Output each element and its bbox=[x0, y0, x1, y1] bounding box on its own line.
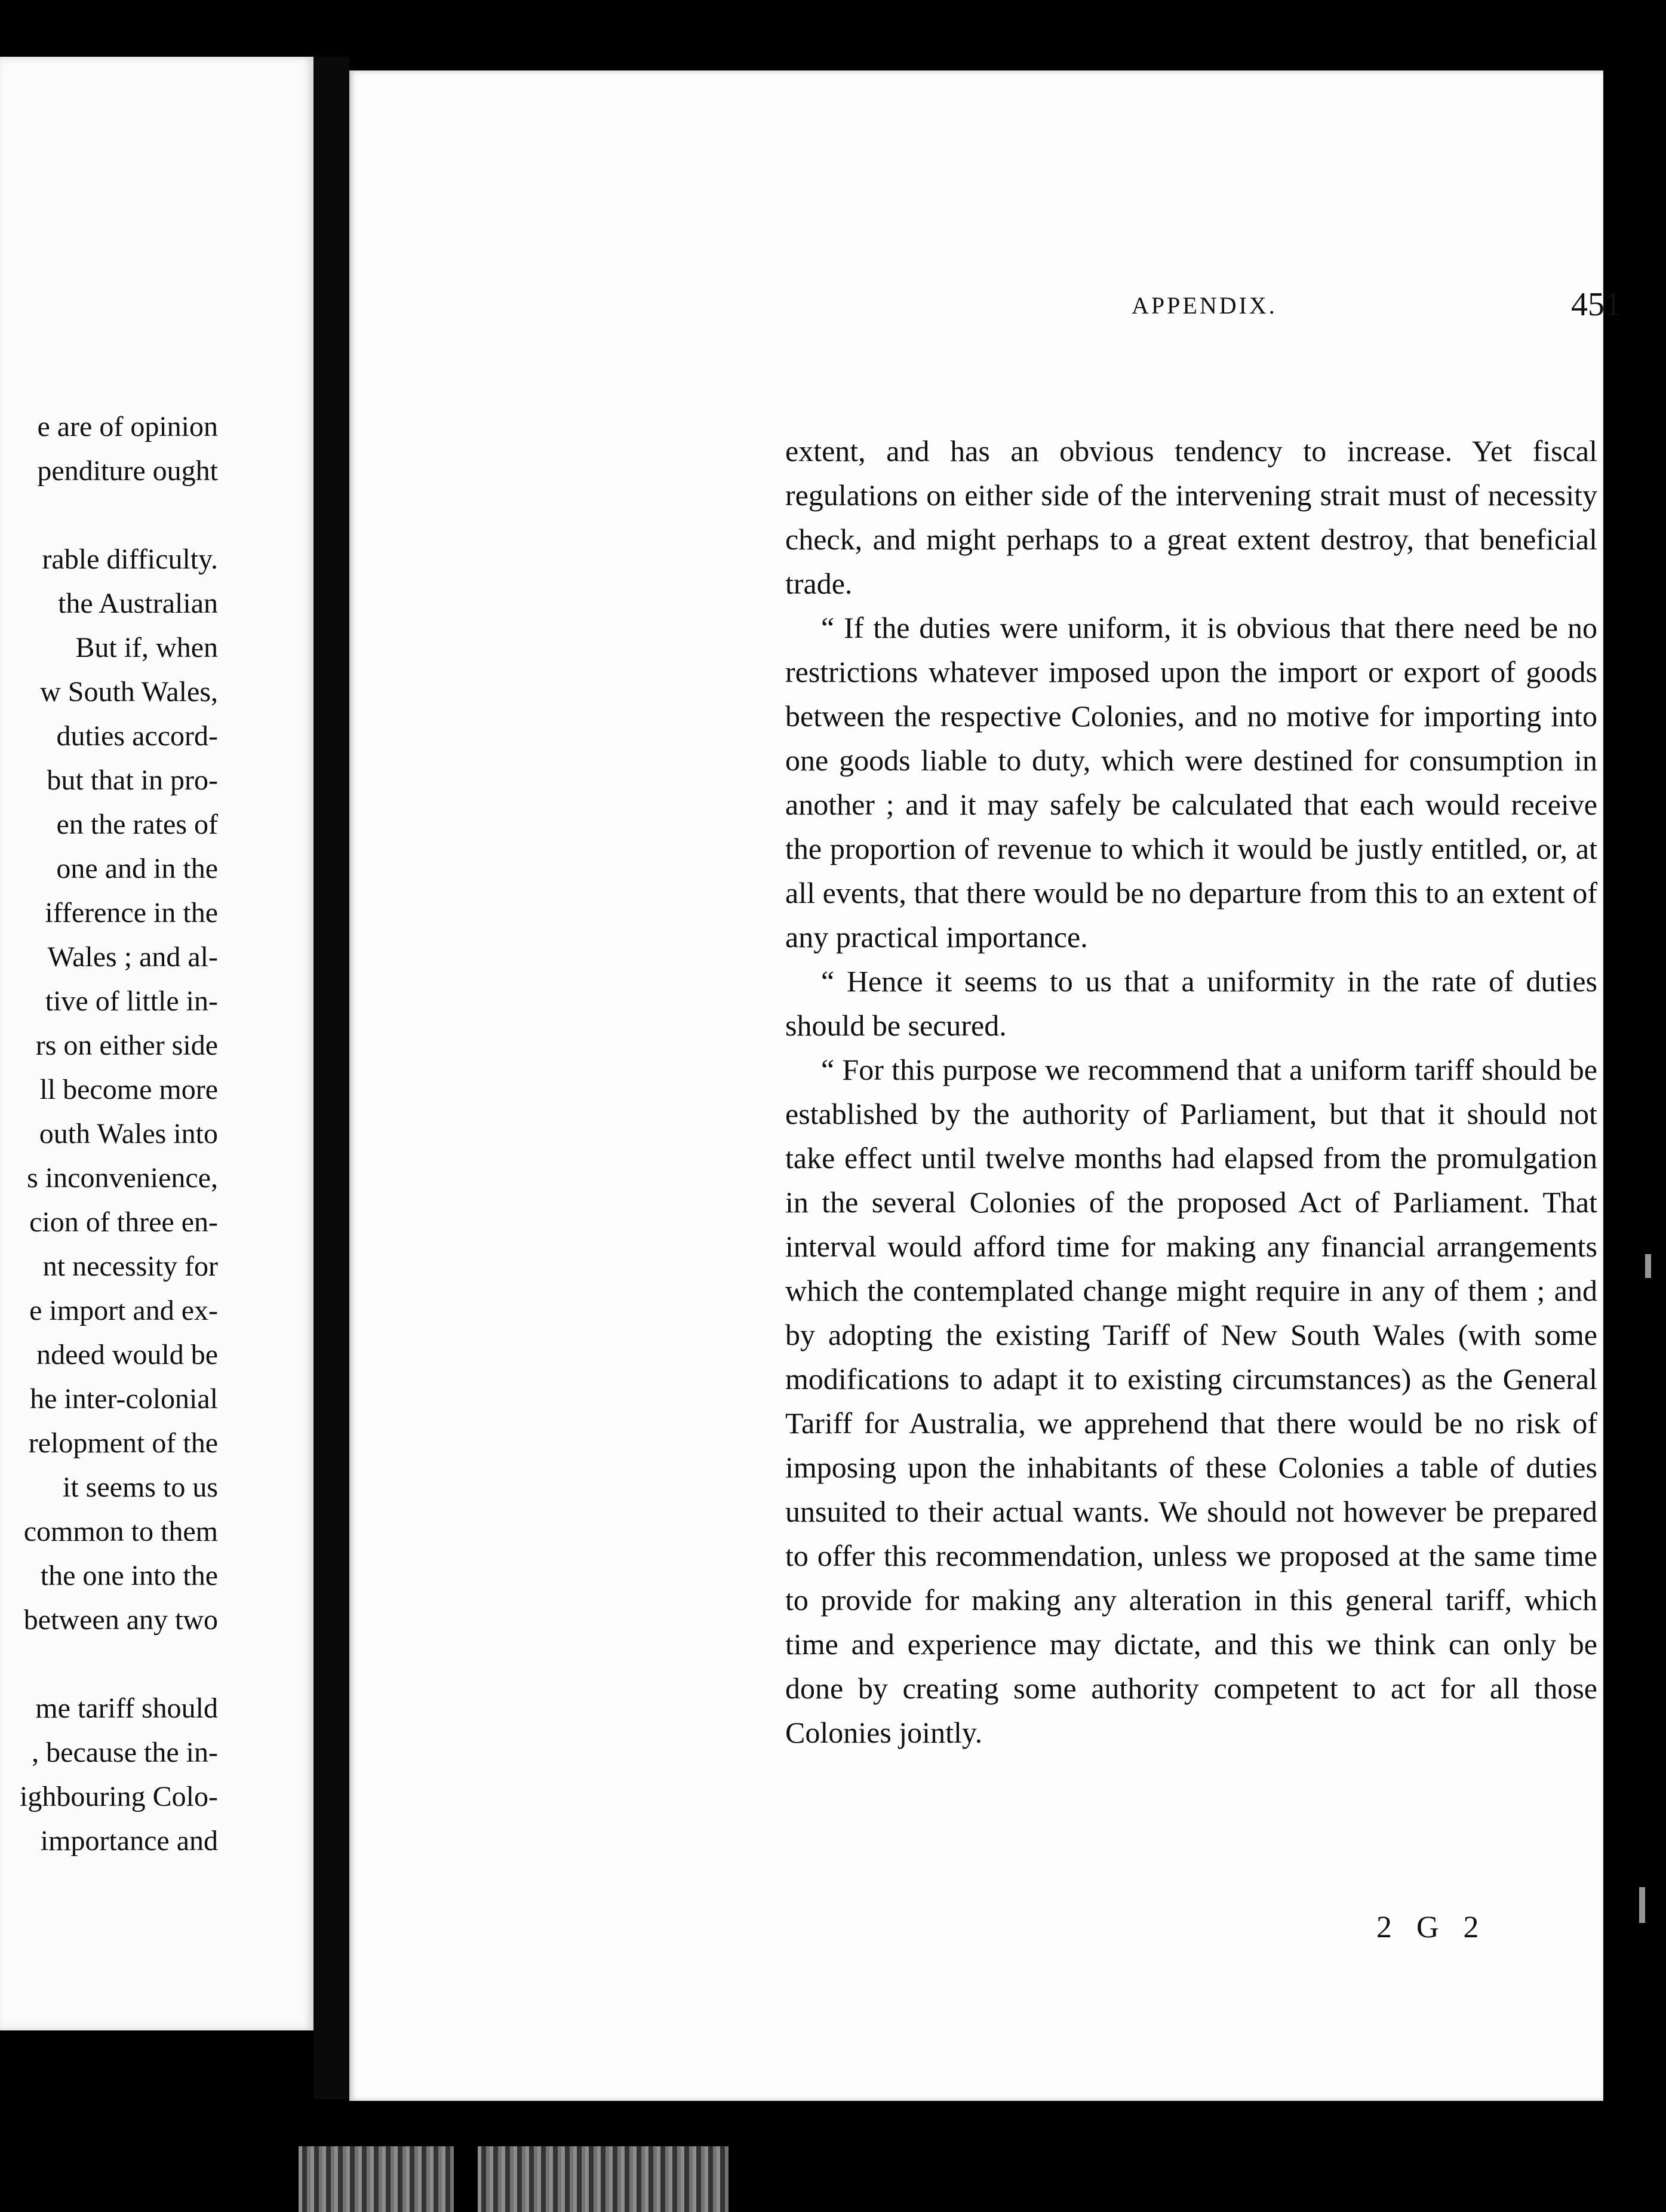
left-page-text bbox=[0, 405, 218, 1863]
left-line: importance and bbox=[40, 1825, 218, 1857]
left-line: cion of three en- bbox=[29, 1206, 218, 1238]
running-head bbox=[785, 285, 1621, 333]
left-line: en the rates of bbox=[56, 809, 218, 840]
left-line: s inconvenience, bbox=[27, 1162, 218, 1194]
scan-debris bbox=[299, 2146, 454, 2212]
left-line: rs on either side bbox=[35, 1030, 218, 1061]
paragraph: “ For this purpose we recommend that a uniform tariff should be established by the authority of Parliament, but that it should not take effect until twelve months had elapsed from the promulgation in the several Colonies of the proposed Act of Parliament. That interval would afford time for making any financial arrangements which the contemplated change might require in any of them ; and by adopting the existing Tariff of New South Wales (with some modifications to adapt it to existing circumstances) as the General Tariff for Australia, we apprehend that there would be no risk of imposing upon the inhabitants of these Colonies a table of duties unsuited to their actual wants. We should not however be prepared to offer this recommendation, unless we proposed at the same time to provide for making any alteration in this general tariff, which time and experience may dictate, and this we think can only be done by creating some authority competent to act for all those Colonies jointly. bbox=[785, 1053, 1597, 1749]
left-page bbox=[0, 57, 313, 2030]
left-line: common to them bbox=[23, 1516, 218, 1547]
left-line: the Australian bbox=[58, 588, 218, 619]
book-gutter bbox=[313, 57, 349, 2099]
left-line: the one into the bbox=[40, 1560, 218, 1592]
running-title: APPENDIX. bbox=[1132, 292, 1277, 319]
left-line: rable difficulty. bbox=[42, 543, 218, 575]
left-line: w South Wales, bbox=[40, 676, 218, 708]
left-line: it seems to us bbox=[63, 1471, 218, 1503]
paragraph: extent, and has an obvious tendency to increase. Yet fiscal regulations on either side of the intervening strait must of necessity check, and might perhaps to a great extent destroy, that beneficial trade. bbox=[785, 434, 1597, 600]
left-line: one and in the bbox=[56, 853, 218, 884]
left-line: he inter-colonial bbox=[30, 1383, 218, 1415]
left-line: penditure ought bbox=[37, 455, 218, 487]
left-line: relopment of the bbox=[28, 1427, 218, 1459]
body-text bbox=[785, 429, 1597, 1755]
left-line: ll become more bbox=[39, 1074, 218, 1105]
scan-debris bbox=[478, 2146, 729, 2212]
paragraph: “ If the duties were uniform, it is obvious that there need be no restrictions whatever imposed upon the import or export of goods between the respective Colonies, and no motive for importing into one goods liable to duty, which were destined for consumption in another ; and it may safely be calculated that each would receive the proportion of revenue to which it would be justly entitled, or, at all events, that there would be no departure from this to an extent of any practical importance. bbox=[785, 611, 1597, 954]
left-line: between any two bbox=[23, 1604, 218, 1636]
left-line: , because the in- bbox=[32, 1737, 218, 1768]
scan-edge-mark bbox=[1639, 1887, 1645, 1923]
paragraph: “ Hence it seems to us that a uniformity in the rate of duties should be secured. bbox=[785, 964, 1597, 1042]
left-line: ighbouring Colo- bbox=[20, 1781, 218, 1812]
left-line: tive of little in- bbox=[45, 985, 218, 1017]
left-line: but that in pro- bbox=[47, 764, 218, 796]
left-line: ndeed would be bbox=[36, 1339, 218, 1371]
left-line: But if, when bbox=[75, 632, 218, 663]
left-line: Wales ; and al- bbox=[47, 941, 218, 973]
left-line: e are of opinion bbox=[37, 411, 218, 443]
left-line: outh Wales into bbox=[39, 1118, 218, 1150]
signature-mark: 2 G 2 bbox=[1376, 1910, 1487, 1944]
scan-edge-mark bbox=[1645, 1254, 1651, 1278]
left-line: e import and ex- bbox=[29, 1295, 218, 1326]
left-line: ifference in the bbox=[45, 897, 218, 929]
page-number: 451 bbox=[1571, 286, 1621, 323]
left-line: duties accord- bbox=[56, 720, 218, 752]
right-page bbox=[349, 70, 1621, 2101]
left-line: nt necessity for bbox=[42, 1251, 218, 1282]
left-line: me tariff should bbox=[35, 1692, 218, 1724]
